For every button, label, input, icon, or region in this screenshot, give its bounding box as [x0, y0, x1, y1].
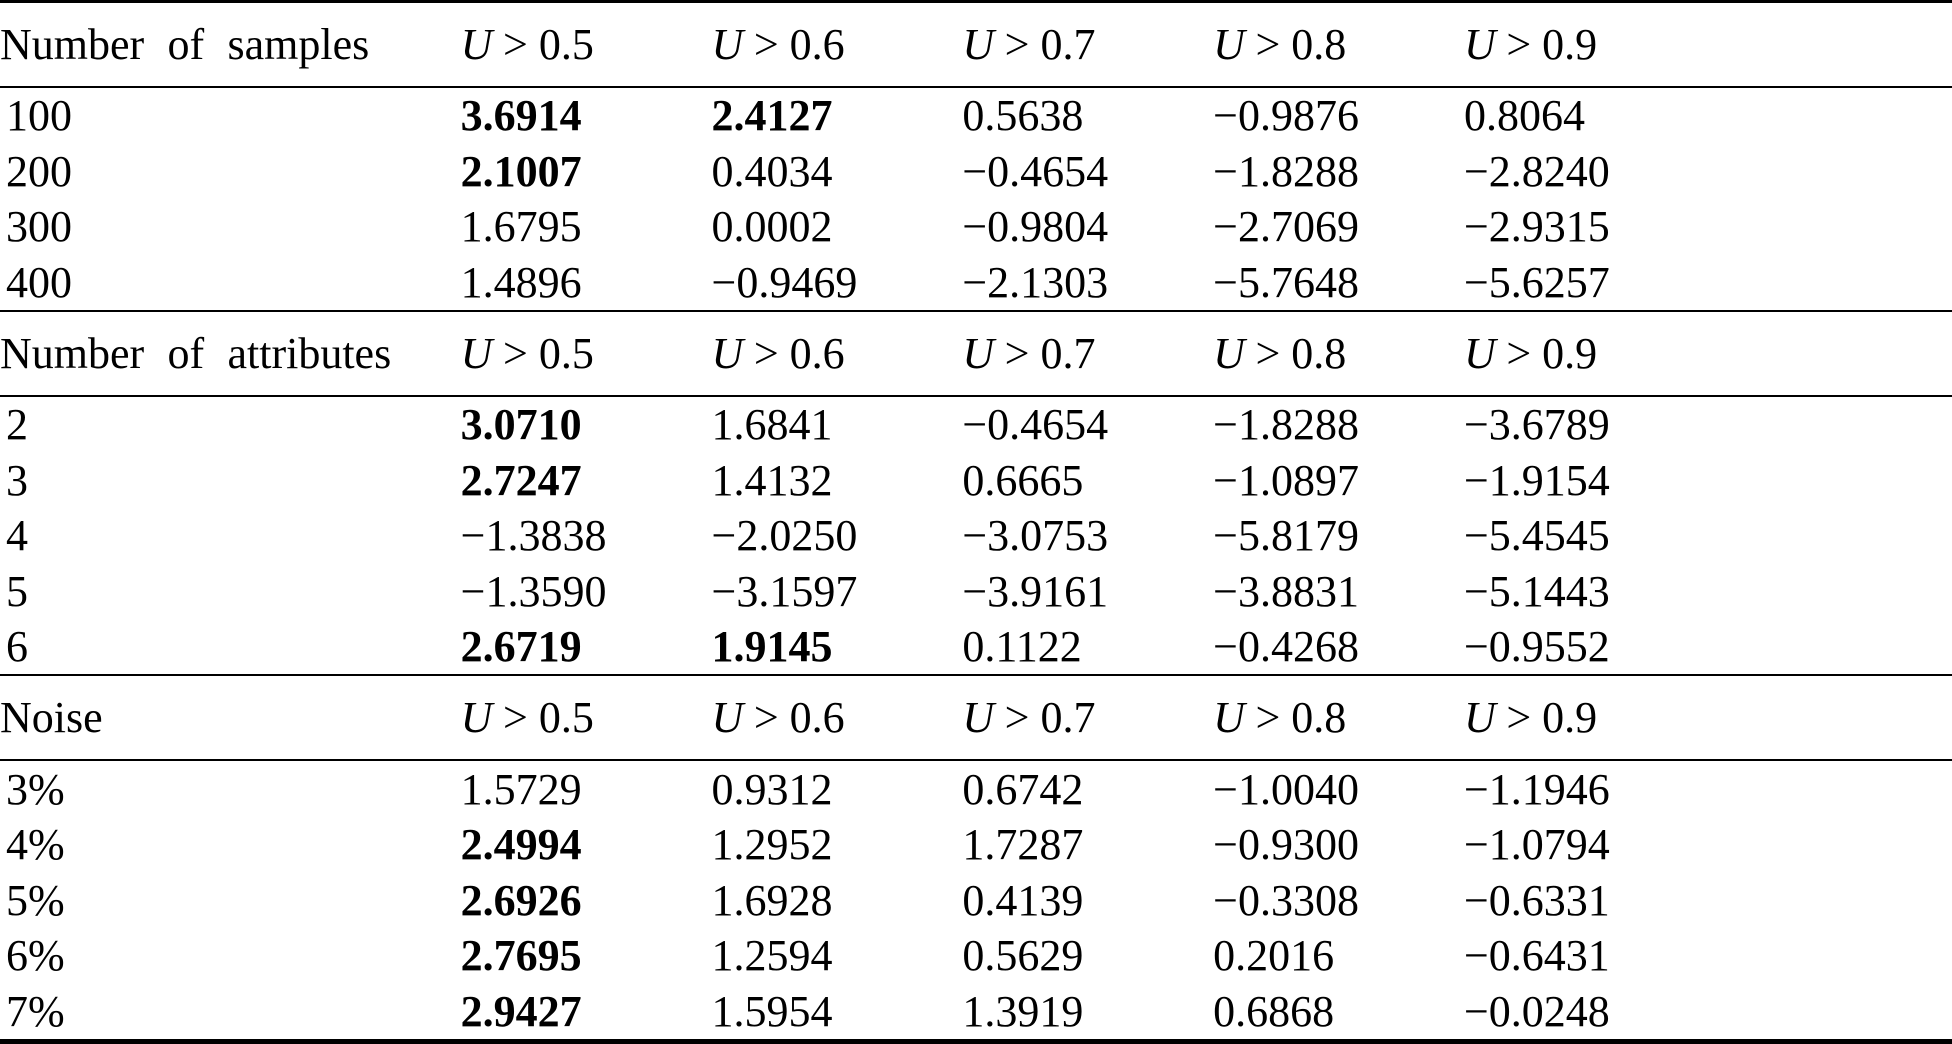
table-row [0, 254, 1952, 311]
value-cell: 1.7287 [962, 820, 1084, 870]
value-cell: 1.2952 [711, 820, 833, 870]
u-symbol: U [1213, 693, 1245, 743]
section-header-attributes [0, 311, 1952, 396]
table-row [0, 928, 1952, 983]
row-label: 300 [6, 202, 72, 252]
value-cell: 1.6841 [711, 400, 833, 450]
column-header-u05 [461, 2, 712, 87]
table-row [0, 983, 1952, 1041]
threshold-text: > 0.9 [1506, 328, 1598, 378]
value-cell: −5.1443 [1463, 566, 1610, 616]
value-cell: 2.7247 [460, 455, 582, 505]
value-cell: −0.6431 [1463, 931, 1610, 981]
threshold-text: > 0.5 [503, 19, 594, 69]
section-header-noise [0, 675, 1952, 760]
value-cell: 0.5638 [962, 91, 1084, 141]
value-cell: −1.9154 [1463, 455, 1610, 505]
table-row [0, 396, 1952, 453]
threshold-text: > 0.6 [753, 328, 845, 378]
value-cell: −5.4545 [1463, 511, 1610, 561]
row-label: 6% [6, 931, 65, 981]
threshold-text: > 0.7 [1004, 328, 1096, 378]
column-header-u08 [1213, 2, 1464, 87]
threshold-text: > 0.6 [753, 693, 845, 743]
value-cell: 2.6926 [460, 875, 582, 925]
threshold-text: > 0.5 [503, 328, 594, 378]
value-cell: −0.9876 [1213, 91, 1359, 141]
value-cell: −1.0794 [1463, 820, 1610, 870]
u-symbol: U [711, 693, 744, 743]
u-symbol: U [460, 693, 493, 743]
u-symbol: U [460, 328, 493, 378]
table-row [0, 619, 1952, 676]
threshold-text: > 0.6 [753, 19, 845, 69]
threshold-text: > 0.8 [1255, 328, 1347, 378]
value-cell: 0.1122 [962, 622, 1082, 672]
column-header-u05 [461, 311, 712, 396]
row-label: 2 [6, 400, 28, 450]
value-cell: −0.3308 [1213, 875, 1359, 925]
u-symbol: U [1463, 19, 1496, 69]
value-cell: 2.9427 [460, 986, 582, 1036]
threshold-text: > 0.7 [1004, 19, 1096, 69]
value-cell: −2.0250 [711, 511, 858, 561]
value-cell: −3.6789 [1463, 400, 1610, 450]
row-label: 5% [6, 875, 65, 925]
section-body-samples [0, 87, 1952, 311]
value-cell: −2.9315 [1463, 202, 1610, 252]
section-body-attributes [0, 396, 1952, 676]
value-cell: −1.8288 [1213, 146, 1359, 196]
row-label: 200 [6, 146, 72, 196]
value-cell: 2.6719 [460, 622, 582, 672]
value-cell: 1.2594 [711, 931, 833, 981]
u-symbol: U [1213, 328, 1245, 378]
value-cell: 2.4127 [711, 91, 833, 141]
threshold-text: > 0.7 [1004, 693, 1096, 743]
u-symbol: U [1463, 693, 1496, 743]
value-cell: −1.8288 [1213, 400, 1359, 450]
row-label: 4 [6, 511, 28, 561]
value-cell: 0.2016 [1213, 931, 1335, 981]
threshold-text: > 0.9 [1506, 693, 1598, 743]
value-cell: 2.1007 [460, 146, 582, 196]
row-label: 400 [6, 257, 72, 307]
value-cell: 1.6795 [460, 202, 582, 252]
column-header-u07 [962, 675, 1213, 760]
value-cell: 0.9312 [711, 764, 833, 814]
value-cell: −1.0040 [1213, 764, 1359, 814]
column-header-u07 [962, 311, 1213, 396]
threshold-text: > 0.9 [1506, 19, 1598, 69]
value-cell: 2.7695 [460, 931, 582, 981]
value-cell: 3.0710 [460, 400, 582, 450]
value-cell: −0.6331 [1463, 875, 1610, 925]
u-symbol: U [711, 19, 744, 69]
column-header-u06 [712, 2, 963, 87]
value-cell: −1.3838 [460, 511, 607, 561]
value-cell: 0.4139 [962, 875, 1084, 925]
value-cell: −0.4268 [1213, 622, 1359, 672]
value-cell: 1.9145 [711, 622, 833, 672]
row-label: 3% [6, 764, 65, 814]
value-cell: −3.9161 [962, 566, 1109, 616]
section-label: Number of attributes [0, 328, 392, 378]
u-symbol: U [460, 19, 493, 69]
value-cell: −3.8831 [1213, 566, 1359, 616]
column-header-u06 [712, 675, 963, 760]
table-row [0, 817, 1952, 872]
value-cell: −0.4654 [962, 146, 1109, 196]
value-cell: 1.4132 [711, 455, 833, 505]
value-cell: −0.4654 [962, 400, 1109, 450]
u-symbol: U [711, 328, 744, 378]
threshold-text: > 0.8 [1255, 19, 1347, 69]
value-cell: −3.1597 [711, 566, 858, 616]
column-header-u05 [461, 675, 712, 760]
value-cell: −2.1303 [962, 257, 1109, 307]
value-cell: −0.0248 [1463, 986, 1610, 1036]
section-label: Number of samples [0, 19, 370, 69]
value-cell: 0.0002 [711, 202, 833, 252]
value-cell: −2.7069 [1213, 202, 1359, 252]
value-cell: −0.9804 [962, 202, 1109, 252]
column-header-u09 [1464, 675, 1952, 760]
table-row [0, 872, 1952, 927]
table-row [0, 87, 1952, 144]
column-header-u07 [962, 2, 1213, 87]
u-symbol: U [962, 328, 995, 378]
row-label: 5 [6, 566, 28, 616]
column-header-u06 [712, 311, 963, 396]
row-label: 100 [6, 91, 72, 141]
value-cell: 0.8064 [1463, 91, 1585, 141]
value-cell: 3.6914 [460, 91, 582, 141]
column-header-u08 [1213, 675, 1464, 760]
table-row [0, 143, 1952, 198]
value-cell: 0.4034 [711, 146, 833, 196]
section-label: Noise [0, 693, 103, 743]
table-row [0, 760, 1952, 817]
value-cell: −1.1946 [1463, 764, 1610, 814]
value-cell: 1.3919 [962, 986, 1084, 1036]
value-cell: 0.6665 [962, 455, 1084, 505]
row-label: 3 [6, 455, 28, 505]
value-cell: 0.6742 [962, 764, 1084, 814]
column-header-u09 [1464, 2, 1952, 87]
value-cell: 1.4896 [460, 257, 582, 307]
value-cell: −0.9552 [1463, 622, 1610, 672]
value-cell: 2.4994 [460, 820, 582, 870]
column-header-u09 [1464, 311, 1952, 396]
u-symbol: U [962, 19, 995, 69]
value-cell: −5.6257 [1463, 257, 1610, 307]
threshold-text: > 0.8 [1255, 693, 1347, 743]
section-header-samples [0, 2, 1952, 87]
value-cell: 1.5954 [711, 986, 833, 1036]
value-cell: −3.0753 [962, 511, 1109, 561]
threshold-text: > 0.5 [503, 693, 594, 743]
row-label: 7% [6, 986, 65, 1036]
value-cell: −5.8179 [1213, 511, 1359, 561]
u-symbol: U [1463, 328, 1496, 378]
value-cell: 0.5629 [962, 931, 1084, 981]
value-cell: 1.5729 [460, 764, 582, 814]
value-cell: −5.7648 [1213, 257, 1359, 307]
u-symbol: U [1213, 19, 1245, 69]
value-cell: −0.9300 [1213, 820, 1359, 870]
value-cell: 1.6928 [711, 875, 833, 925]
table-row [0, 199, 1952, 254]
section-body-noise [0, 760, 1952, 1041]
table-row [0, 563, 1952, 618]
u-symbol: U [962, 693, 995, 743]
table-row [0, 508, 1952, 563]
value-cell: −1.3590 [460, 566, 607, 616]
value-cell: −1.0897 [1213, 455, 1359, 505]
column-header-u08 [1213, 311, 1464, 396]
value-cell: −0.9469 [711, 257, 858, 307]
value-cell: −2.8240 [1463, 146, 1610, 196]
row-label: 6 [6, 622, 28, 672]
table-row [0, 452, 1952, 507]
value-cell: 0.6868 [1213, 986, 1335, 1036]
row-label: 4% [6, 820, 65, 870]
